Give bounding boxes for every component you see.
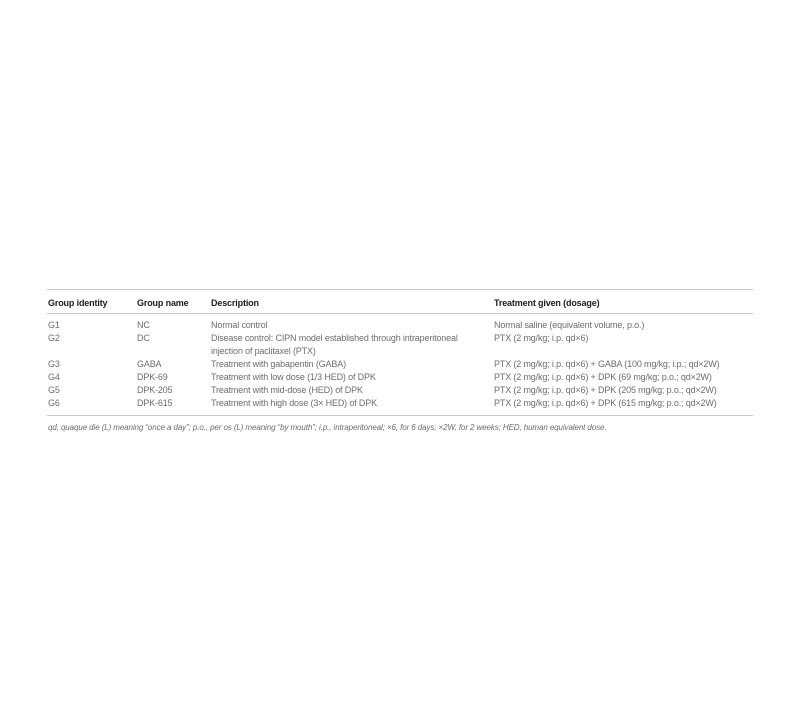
cell-group-name: DPK-615 xyxy=(137,398,173,408)
table-row xyxy=(48,358,753,371)
cell-group-name: DPK-205 xyxy=(137,385,173,395)
column-header-group-identity: Group identity xyxy=(48,298,108,308)
table-row xyxy=(48,384,753,397)
column-header-group-name: Group name xyxy=(137,298,189,308)
cell-group-identity: G3 xyxy=(48,359,60,369)
cell-group-identity: G1 xyxy=(48,320,60,330)
cell-description: Normal control xyxy=(211,320,268,330)
table-row xyxy=(48,319,753,332)
table-footnote: qd, quaque die (L) meaning “once a day”; p.o., per os (L) meaning “by mouth”; i.p., intraperitoneal; ×6, for 6 days; ×2W, for 2 weeks; HED, human equivalent dose. xyxy=(48,423,607,432)
column-header-treatment: Treatment given (dosage) xyxy=(494,298,600,308)
cell-group-name: GABA xyxy=(137,359,162,369)
table-row xyxy=(48,397,753,410)
cell-description: Disease control: CIPN model established through intraperitoneal injection of paclitaxel (PTX) xyxy=(211,333,458,356)
table-header-row xyxy=(47,290,753,313)
cell-group-identity: G6 xyxy=(48,398,60,408)
cell-description: Treatment with low dose (1/3 HED) of DPK xyxy=(211,372,376,382)
cell-group-name: DC xyxy=(137,333,150,343)
column-header-description: Description xyxy=(211,298,259,308)
cell-description: Treatment with high dose (3× HED) of DPK xyxy=(211,398,377,408)
table-row xyxy=(48,332,753,358)
cell-group-identity: G5 xyxy=(48,385,60,395)
cell-description: Treatment with gabapentin (GABA) xyxy=(211,359,346,369)
cell-group-identity: G4 xyxy=(48,372,60,382)
cell-group-identity: G2 xyxy=(48,333,60,343)
study-groups-table xyxy=(47,289,753,433)
cell-treatment: PTX (2 mg/kg; i.p. qd×6) + GABA (100 mg/kg; i.p.; qd×2W) xyxy=(494,359,720,369)
table-row xyxy=(48,371,753,384)
cell-treatment: Normal saline (equivalent volume, p.o.) xyxy=(494,320,645,330)
cell-group-name: NC xyxy=(137,320,150,330)
table-rule-bottom xyxy=(47,415,753,416)
cell-treatment: PTX (2 mg/kg; i.p. qd×6) + DPK (69 mg/kg; p.o.; qd×2W) xyxy=(494,372,712,382)
cell-treatment: PTX (2 mg/kg; i.p. qd×6) + DPK (205 mg/kg; p.o.; qd×2W) xyxy=(494,385,717,395)
cell-group-name: DPK-69 xyxy=(137,372,168,382)
cell-description: Treatment with mid-dose (HED) of DPK xyxy=(211,385,363,395)
table-body xyxy=(47,314,753,415)
cell-treatment: PTX (2 mg/kg; i.p. qd×6) xyxy=(494,333,589,343)
cell-treatment: PTX (2 mg/kg; i.p. qd×6) + DPK (615 mg/kg; p.o.; qd×2W) xyxy=(494,398,717,408)
